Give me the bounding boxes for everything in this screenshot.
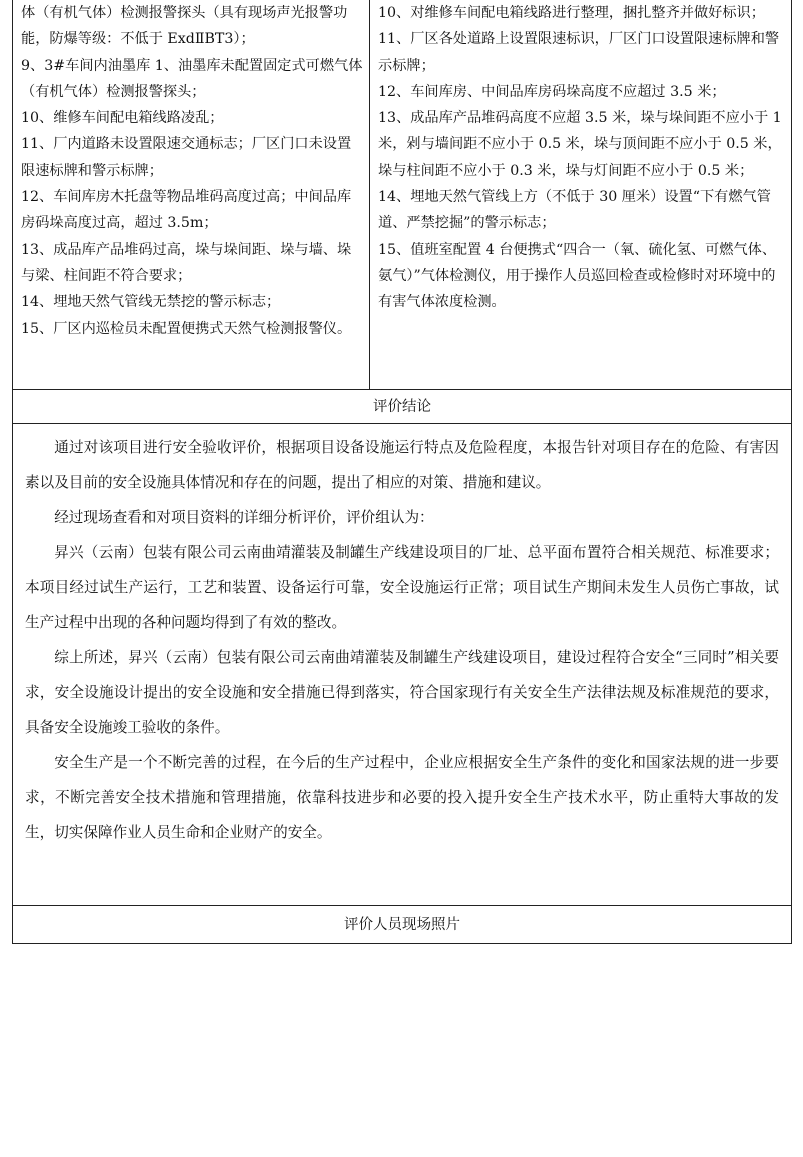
measure-item: 11、厂区各处道路上设置限速标识，厂区门口设置限速标牌和警示标牌； bbox=[378, 31, 780, 74]
measure-item: 15、值班室配置 4 台便携式“四合一（氧、硫化氢、可燃气体、氨气）”气体检测仪，用于操作人员巡回检查或检修时对环境中的有害气体浓度检测。 bbox=[378, 241, 777, 311]
issues-column bbox=[13, 0, 370, 389]
issue-item: 12、车间库房木托盘等物品堆码高度过高；中间品库房码垛高度过高，超过 3.5m； bbox=[21, 189, 352, 232]
issue-item: 14、埋地天然气管线无禁挖的警示标志； bbox=[21, 294, 281, 311]
evaluation-table bbox=[12, 0, 792, 944]
measures-column bbox=[370, 0, 791, 389]
issue-item: 11、厂内道路未设置限速交通标志；厂区门口未设置限速标牌和警示标牌； bbox=[21, 136, 352, 179]
issue-item: 15、厂区内巡检员未配置便携式天然气检测报警仪。 bbox=[21, 320, 352, 337]
conclusion-header: 评价结论 bbox=[13, 390, 791, 424]
conclusion-paragraph: 安全生产是一个不断完善的过程，在今后的生产过程中，企业应根据安全生产条件的变化和国家法规的进一步要求，不断完善安全技术措施和管理措施，依靠科技进步和必要的投入提升安全生产技术水平，防止重特大事故的发生，切实保障作业人员生命和企业财产的安全。 bbox=[25, 754, 779, 841]
measure-item: 14、埋地天然气管线上方（不低于 30 厘米）设置“下有燃气管道、严禁挖掘”的警示标志； bbox=[378, 189, 771, 232]
conclusion-paragraph: 通过对该项目进行安全验收评价，根据项目设备设施运行特点及危险程度，本报告针对项目存在的危险、有害因素以及目前的安全设施具体情况和存在的问题，提出了相应的对策、措施和建议。 bbox=[25, 439, 779, 491]
conclusion-paragraph: 综上所述，昇兴（云南）包装有限公司云南曲靖灌装及制罐生产线建设项目，建设过程符合安全“三同时”相关要求，安全设施设计提出的安全设施和安全措施已得到落实，符合国家现行有关安全生产法律法规及标准规范的要求，具备安全设施竣工验收的条件。 bbox=[25, 649, 779, 736]
issue-item: 13、成品库产品堆码过高，垛与垛间距、垛与墙、垛与梁、柱间距不符合要求； bbox=[21, 241, 352, 284]
issues-measures-row bbox=[13, 0, 791, 390]
issue-item: 10、维修车间配电箱线路凌乱； bbox=[21, 110, 224, 127]
measure-item: 13、成品库产品堆码高度不应超 3.5 米，垛与垛间距不应小于 1 米，剁与墙间距不应小于 0.5 米，垛与顶间距不应小于 0.5 米，垛与柱间距不应小于 0.3 米，垛与灯间距不应小于 0.5 米； bbox=[378, 110, 782, 179]
photo-header: 评价人员现场照片 bbox=[13, 906, 791, 944]
conclusion-body bbox=[13, 424, 791, 906]
issue-item: 9、3#车间内油墨库 1、油墨库未配置固定式可燃气体（有机气体）检测报警探头； bbox=[21, 57, 363, 100]
measure-item: 10、对维修车间配电箱线路进行整理，捆扎整齐并做好标识； bbox=[378, 5, 765, 21]
conclusion-paragraph: 经过现场查看和对项目资料的详细分析评价，评价组认为： bbox=[54, 509, 434, 526]
measure-item: 12、车间库房、中间品库房码垛高度不应超过 3.5 米； bbox=[378, 83, 726, 100]
conclusion-paragraph: 昇兴（云南）包装有限公司云南曲靖灌装及制罐生产线建设项目的厂址、总平面布置符合相关规范、标准要求；本项目经过试生产运行，工艺和装置、设备运行可靠，安全设施运行正常；项目试生产期间未发生人员伤亡事故，试生产过程中出现的各种问题均得到了有效的整改。 bbox=[25, 544, 779, 631]
issue-item: 体（有机气体）检测报警探头（具有现场声光报警功能，防爆等级：不低于 ExdⅡBT3）； bbox=[21, 5, 348, 48]
